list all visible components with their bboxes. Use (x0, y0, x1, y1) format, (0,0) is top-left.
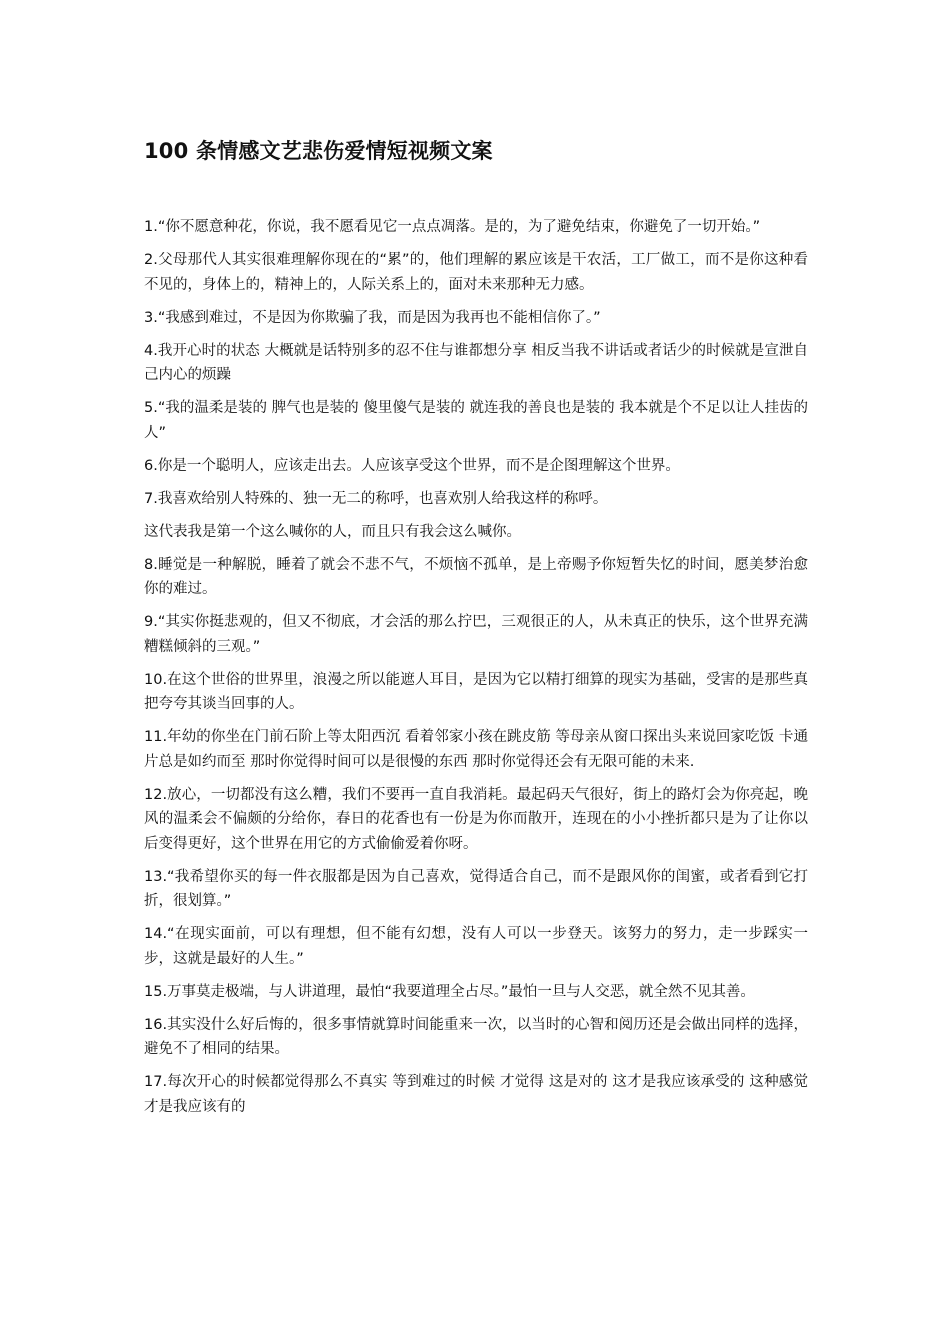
document-title: 100 条情感文艺悲伤爱情短视频文案 (144, 139, 493, 163)
entry-3: 3.“我感到难过，不是因为你欺骗了我，而是因为我再也不能相信你了。” (144, 309, 601, 326)
entry-2: 2.父母那代人其实很难理解你现在的“累”的，他们理解的累应该是干农活，工厂做工，而不是你这种看不见的，身体上的，精神上的，人际关系上的，面对未来那种无力感。 (144, 252, 808, 293)
entry-9: 9.“其实你挺悲观的，但又不彻底，才会活的那么拧巴，三观很正的人，从未真正的快乐，这个世界充满糟糕倾斜的三观。” (144, 614, 808, 655)
entry-14: 14.“在现实面前，可以有理想，但不能有幻想，没有人可以一步登天。该努力的努力，走一步踩实一步，这就是最好的人生。” (144, 926, 808, 967)
entry-8: 8.睡觉是一种解脱，睡着了就会不悲不气，不烦恼不孤单，是上帝赐予你短暂失忆的时间，愿美梦治愈你的难过。 (144, 556, 808, 597)
entry-4: 4.我开心时的状态 大概就是话特别多的忍不住与谁都想分享 相反当我不讲话或者话少的时候就是宣泄自己内心的烦躁 (144, 342, 808, 383)
entry-5: 5.“我的温柔是装的 脾气也是装的 傻里傻气是装的 就连我的善良也是装的 我本就是个不足以让人挂齿的人” (144, 400, 808, 441)
entry-6: 6.你是一个聪明人，应该走出去。人应该享受这个世界，而不是企图理解这个世界。 (144, 457, 680, 474)
entry-list (144, 215, 808, 1128)
entry-1: 1.“你不愿意种花，你说，我不愿看见它一点点凋落。是的，为了避免结束，你避免了一切开始。” (144, 219, 761, 235)
entry-17: 17.每次开心的时候都觉得那么不真实 等到难过的时候 才觉得 这是对的 这才是我应该承受的 这种感觉才是我应该有的 (144, 1074, 808, 1115)
entry-13: 13.“我希望你买的每一件衣服都是因为自己喜欢，觉得适合自己，而不是跟风你的闺蜜，或者看到它打折，很划算。” (144, 868, 808, 909)
entry-7: 7.我喜欢给别人特殊的、独一无二的称呼，也喜欢别人给我这样的称呼。 (144, 490, 608, 507)
entry-11: 11.年幼的你坐在门前石阶上等太阳西沉 看着邻家小孩在跳皮筋 等母亲从窗口探出头来说回家吃饭 卡通片总是如约而至 那时你觉得时间可以是很慢的东西 那时你觉得还会有无限可能的未来. (144, 729, 808, 770)
entry-7-continued: 这代表我是第一个这么喊你的人，而且只有我会这么喊你。 (144, 523, 521, 540)
entry-12: 12.放心，一切都没有这么糟，我们不要再一直自我消耗。最起码天气很好，街上的路灯会为你亮起，晚风的温柔会不偏颇的分给你，春日的花香也有一份是为你而散开，连现在的小小挫折都只是为了让你以后变得更好，这个世界在用它的方式偷偷爱着你呀。 (144, 786, 808, 852)
entry-15: 15.万事莫走极端，与人讲道理，最怕“我要道理全占尽。”最怕一旦与人交恶，就全然不见其善。 (144, 983, 755, 1000)
entry-16: 16.其实没什么好后悔的，很多事情就算时间能重来一次，以当时的心智和阅历还是会做出同样的选择，避免不了相同的结果。 (144, 1016, 808, 1057)
entry-10: 10.在这个世俗的世界里，浪漫之所以能遮人耳目，是因为它以精打细算的现实为基础，受害的是那些真把夸夸其谈当回事的人。 (144, 671, 808, 712)
